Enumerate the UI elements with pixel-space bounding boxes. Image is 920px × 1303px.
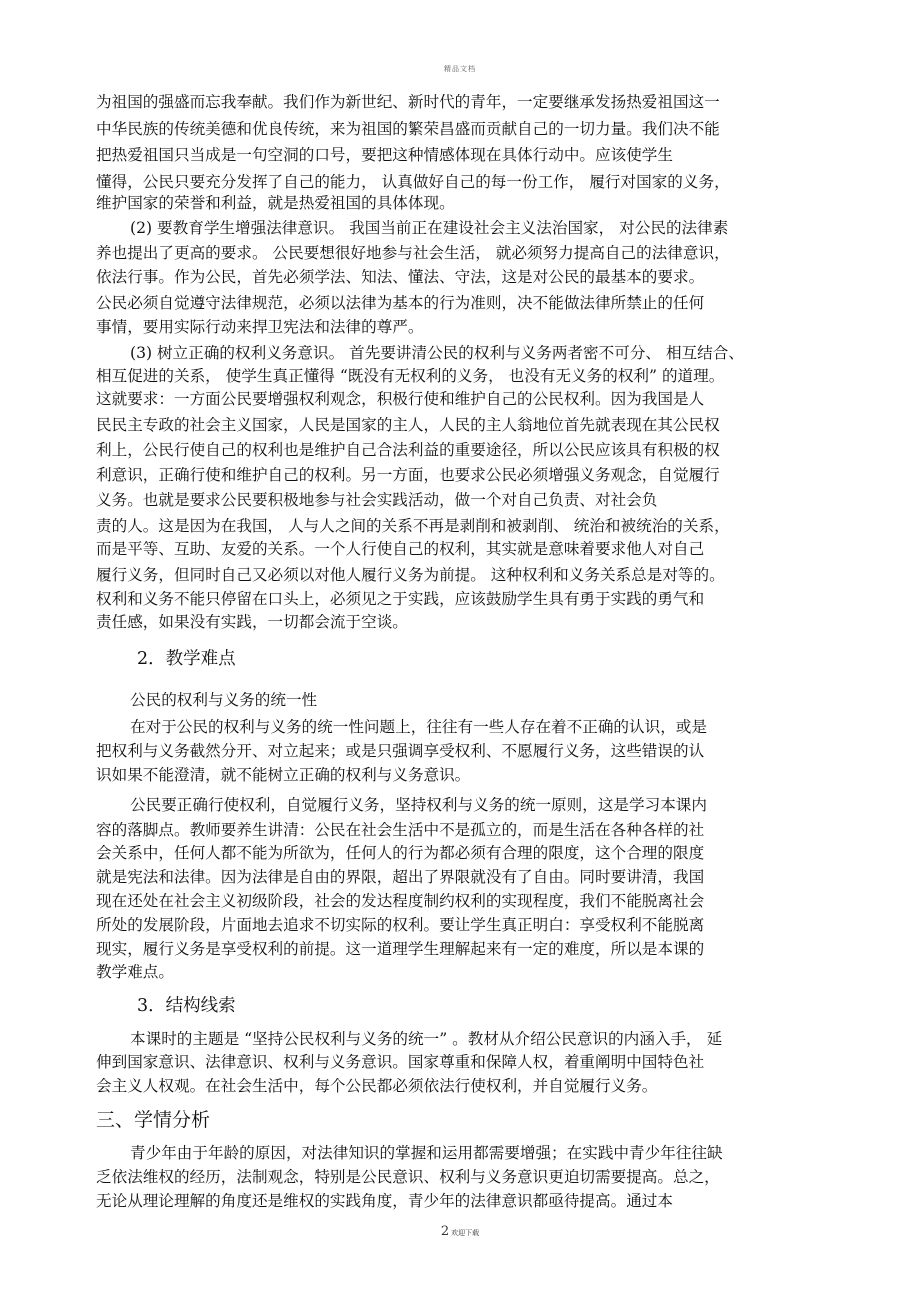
text-line: 懂得，公民只要充分发挥了自己的能力， 认真做好自己的每一份工作， 履行对国家的义务， bbox=[96, 173, 730, 191]
text-line: 维护国家的荣誉和利益，就是热爱祖国的具体体现。 bbox=[96, 194, 455, 212]
text-line: 这就要求：一方面公民要增强权利观念，积极行使和维护自己的公民权利。因为我国是人 bbox=[96, 390, 705, 408]
text-line: 履行义务，但同时自己又必须以对他人履行义务为前提。 这种权利和义务关系总是对等的。 bbox=[96, 566, 725, 584]
text-line: 权利和义务不能只停留在口头上，必须见之于实践，应该鼓励学生具有勇于实践的勇气和 bbox=[96, 590, 705, 608]
text-line: 会关系中，任何人都不能为所欲为，任何人的行为都必须有合理的限度，这个合理的限度 bbox=[96, 844, 705, 862]
text-line: 现实，履行义务是享受权利的前提。这一道理学生理解起来有一定的难度，所以是本课的 bbox=[96, 940, 705, 958]
section-heading-teaching-difficulty: 2．教学难点 bbox=[137, 649, 236, 669]
page-footer bbox=[0, 1224, 920, 1239]
text-line: 会主义人权观。在社会生活中，每个公民都必须依法行使权利，并自觉履行义务。 bbox=[96, 1077, 658, 1095]
footer-label: 欢迎下载 bbox=[451, 1229, 480, 1237]
text-line: 所处的发展阶段，片面地去追求不切实际的权利。要让学生真正明白：享受权利不能脱离 bbox=[96, 916, 705, 934]
text-line: 利意识，正确行使和维护自己的权利。另一方面，也要求公民必须增强义务观念，自觉履行 bbox=[96, 466, 720, 484]
text-line: (2) 要教育学生增强法律意识。 我国当前正在建设社会主义法治国家， 对公民的法律素 bbox=[130, 219, 729, 237]
text-line: 公民的权利与义务的统一性 bbox=[130, 691, 318, 709]
section-heading-structure-clues: 3．结构线索 bbox=[137, 996, 236, 1016]
page-header: 精品文档 bbox=[444, 65, 476, 73]
text-line: 责的人。这是因为在我国， 人与人之间的关系不再是剥削和被剥削、 统治和被统治的关系， bbox=[96, 517, 730, 535]
text-line: 为祖国的强盛而忘我奉献。我们作为新世纪、新时代的青年，一定要继承发扬热爱祖国这一 bbox=[96, 93, 720, 111]
text-line: 利上，公民行使自己的权利也是维护自己合法利益的重要途径，所以公民应该具有积极的权 bbox=[96, 441, 720, 459]
text-line: 公民必须自觉遵守法律规范，必须以法律为基本的行为准则，决不能做法律所禁止的任何 bbox=[96, 294, 705, 312]
text-line: 养也提出了更高的要求。 公民要想很好地参与社会生活， 就必须努力提高自己的法律意识， bbox=[96, 244, 730, 262]
text-line: 识如果不能澄清，就不能树立正确的权利与义务意识。 bbox=[96, 766, 471, 784]
text-line: 而是平等、互助、友爱的关系。一个人行使自己的权利，其实就是意味着要求他人对自己 bbox=[96, 540, 705, 558]
text-line: 事情，要用实际行动来捍卫宪法和法律的尊严。 bbox=[96, 318, 424, 336]
text-line: 乏依法维权的经历，法制观念，特别是公民意识、权利与义务意识更迫切需要提高。总之， bbox=[96, 1168, 720, 1186]
text-line: 把权利与义务截然分开、对立起来；或是只强调享受权利、不愿履行义务，这些错误的认 bbox=[96, 742, 705, 760]
section-heading-learner-analysis: 三、学情分析 bbox=[96, 1109, 211, 1131]
text-line: 在对于公民的权利与义务的统一性问题上，往往有一些人存在着不正确的认识，或是 bbox=[130, 718, 707, 736]
page-number: 2 bbox=[440, 1224, 450, 1239]
text-line: 伸到国家意识、法律意识、权利与义务意识。国家尊重和保障人权，着重阐明中国特色社 bbox=[96, 1053, 705, 1071]
text-line: 中华民族的传统美德和优良传统，来为祖国的繁荣昌盛而贡献自己的一切力量。我们决不能 bbox=[96, 120, 720, 138]
text-line: 本课时的主题是 “坚持公民权利与义务的统一” 。教材从介绍公民意识的内涵入手， 延 bbox=[130, 1030, 723, 1048]
text-line: (3) 树立正确的权利义务意识。 首先要讲清公民的权利与义务两者密不可分、 相互结合、 bbox=[130, 344, 744, 362]
text-line: 把热爱祖国只当成是一句空洞的口号，要把这种情感体现在具体行动中。应该使学生 bbox=[96, 146, 673, 164]
text-line: 责任感，如果没有实践，一切都会流于空谈。 bbox=[96, 613, 408, 631]
text-line: 教学难点。 bbox=[96, 963, 174, 981]
text-line: 义务。也就是要求公民要积极地参与社会实践活动，做一个对自己负责、对社会负 bbox=[96, 491, 658, 509]
text-line: 公民要正确行使权利，自觉履行义务，坚持权利与义务的统一原则，这是学习本课内 bbox=[130, 796, 707, 814]
text-line: 现在还处在社会主义初级阶段，社会的发达程度制约权利的实现程度，我们不能脱离社会 bbox=[96, 892, 705, 910]
text-line: 就是宪法和法律。因为法律是自由的界限，超出了界限就没有了自由。同时要讲清，我国 bbox=[96, 868, 705, 886]
text-line: 容的落脚点。教师要养生讲清：公民在社会生活中不是孤立的，而是生活在各种各样的社 bbox=[96, 821, 705, 839]
text-line: 相互促进的关系， 使学生真正懂得 “既没有无权利的义务， 也没有无义务的权利” 的道理。 bbox=[96, 367, 725, 385]
text-line: 民民主专政的社会主义国家，人民是国家的主人，人民的主人翁地位首先就表现在其公民权 bbox=[96, 416, 720, 434]
text-line: 无论从理论理解的角度还是维权的实践角度，青少年的法律意识都亟待提高。通过本 bbox=[96, 1192, 673, 1210]
text-line: 青少年由于年龄的原因，对法律知识的掌握和运用都需要增强；在实践中青少年往往缺 bbox=[130, 1144, 723, 1162]
text-line: 依法行事。作为公民，首先必须学法、知法、懂法、守法，这是对公民的最基本的要求。 bbox=[96, 268, 705, 286]
